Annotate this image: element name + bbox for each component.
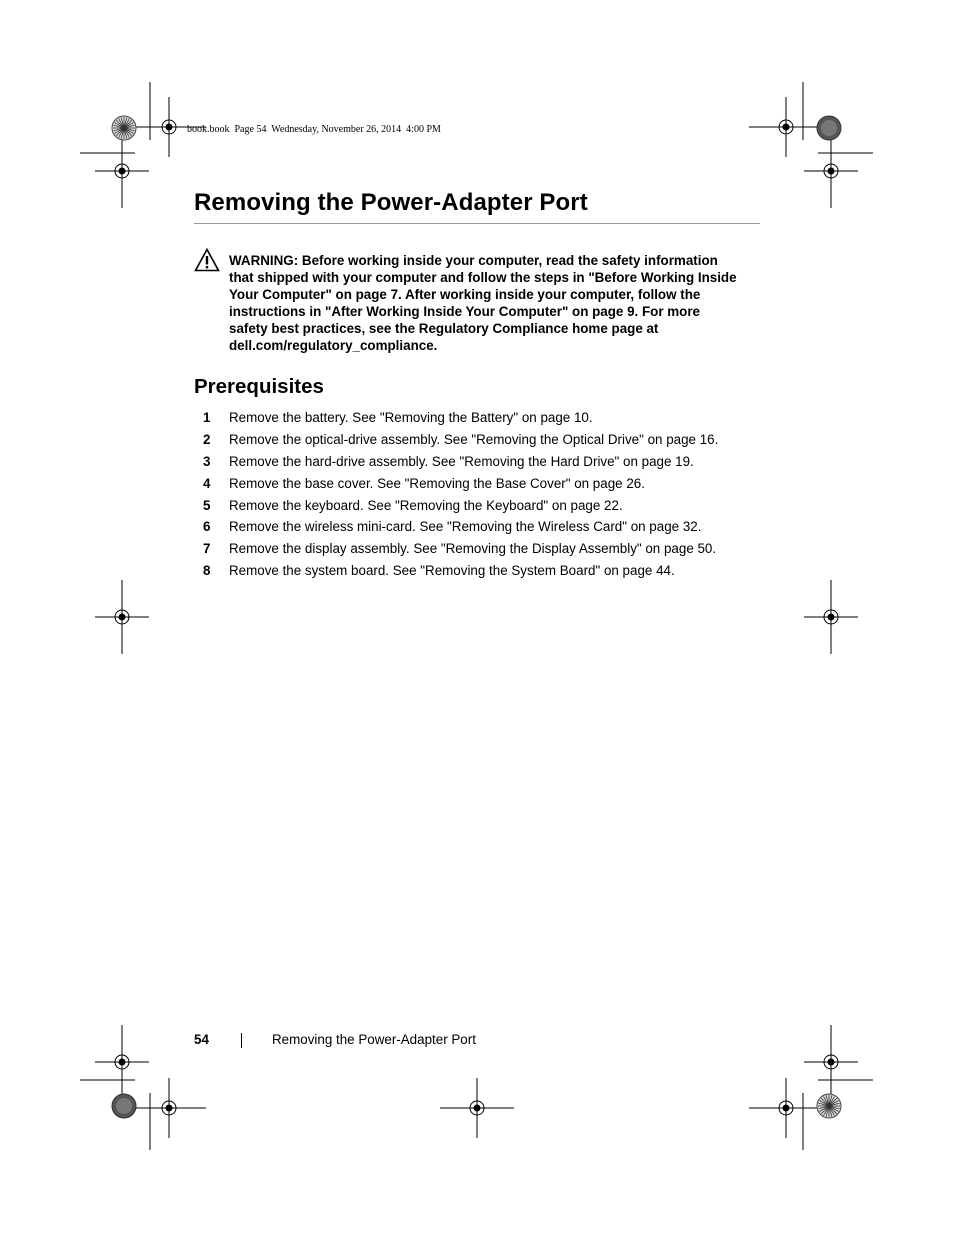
title-divider [194,223,760,224]
list-item [203,518,763,540]
starburst-icon [112,116,136,140]
step-text: Remove the optical-drive assembly. See "Removing the Optical Drive" on page 16. [229,431,719,447]
warning-line: Your Computer" on page 7. After working inside your computer, follow the [229,287,701,302]
step-text: Remove the system board. See "Removing the System Board" on page 44. [229,563,675,579]
step-text: Remove the hard-drive assembly. See "Removing the Hard Drive" on page 19. [229,453,694,469]
step-number: 2 [203,431,211,447]
footer-separator [241,1033,242,1048]
step-number: 7 [203,541,211,557]
crosshair-icon [132,1078,206,1138]
list-item [203,562,763,584]
crosshair-icon [95,134,149,208]
crosshair-icon [95,1025,149,1099]
warning-line: WARNING: Before working inside your computer, read the safety information [229,253,718,268]
crosshair-icon [95,580,149,654]
color-disc-icon [817,116,841,140]
warning-line: that shipped with your computer and follow the steps in "Before Working Inside [229,270,737,285]
step-number: 4 [203,475,211,491]
list-item [203,431,763,453]
step-number: 5 [203,497,211,513]
starburst-icon [817,1094,841,1118]
crosshair-icon [440,1078,514,1138]
warning-line: dell.com/regulatory_compliance. [229,338,438,353]
crosshair-icon [804,1025,858,1099]
crosshair-icon [749,1078,823,1138]
warning-notice [229,252,759,354]
color-disc-icon [112,1094,136,1118]
step-text: Remove the keyboard. See "Removing the Keyboard" on page 22. [229,497,623,513]
step-text: Remove the wireless mini-card. See "Removing the Wireless Card" on page 32. [229,519,702,535]
warning-triangle-icon [194,248,220,272]
footer-page-number: 54 [194,1032,209,1047]
step-number: 8 [203,563,211,579]
list-item [203,475,763,497]
crosshair-icon [804,134,858,208]
page-title: Removing the Power-Adapter Port [194,189,588,216]
crosshair-icon [749,97,823,157]
list-item [203,497,763,519]
prerequisites-list [203,409,763,584]
crosshair-icon [804,580,858,654]
warning-line: instructions in "After Working Inside Your Computer" on page 9. For more [229,304,700,319]
step-text: Remove the battery. See "Removing the Battery" on page 10. [229,410,593,425]
list-item [203,540,763,562]
prerequisites-heading: Prerequisites [194,375,324,398]
step-number: 6 [203,519,211,535]
list-item [203,409,763,431]
step-number: 1 [203,410,211,425]
list-item [203,453,763,475]
print-slug-line: book.book Page 54 Wednesday, November 26, 2014 4:00 PM [187,124,441,135]
step-number: 3 [203,453,211,469]
warning-line: safety best practices, see the Regulatory Compliance home page at [229,321,659,336]
step-text: Remove the display assembly. See "Removing the Display Assembly" on page 50. [229,541,717,557]
step-text: Remove the base cover. See "Removing the Base Cover" on page 26. [229,475,645,491]
footer-section-title: Removing the Power-Adapter Port [272,1032,476,1047]
